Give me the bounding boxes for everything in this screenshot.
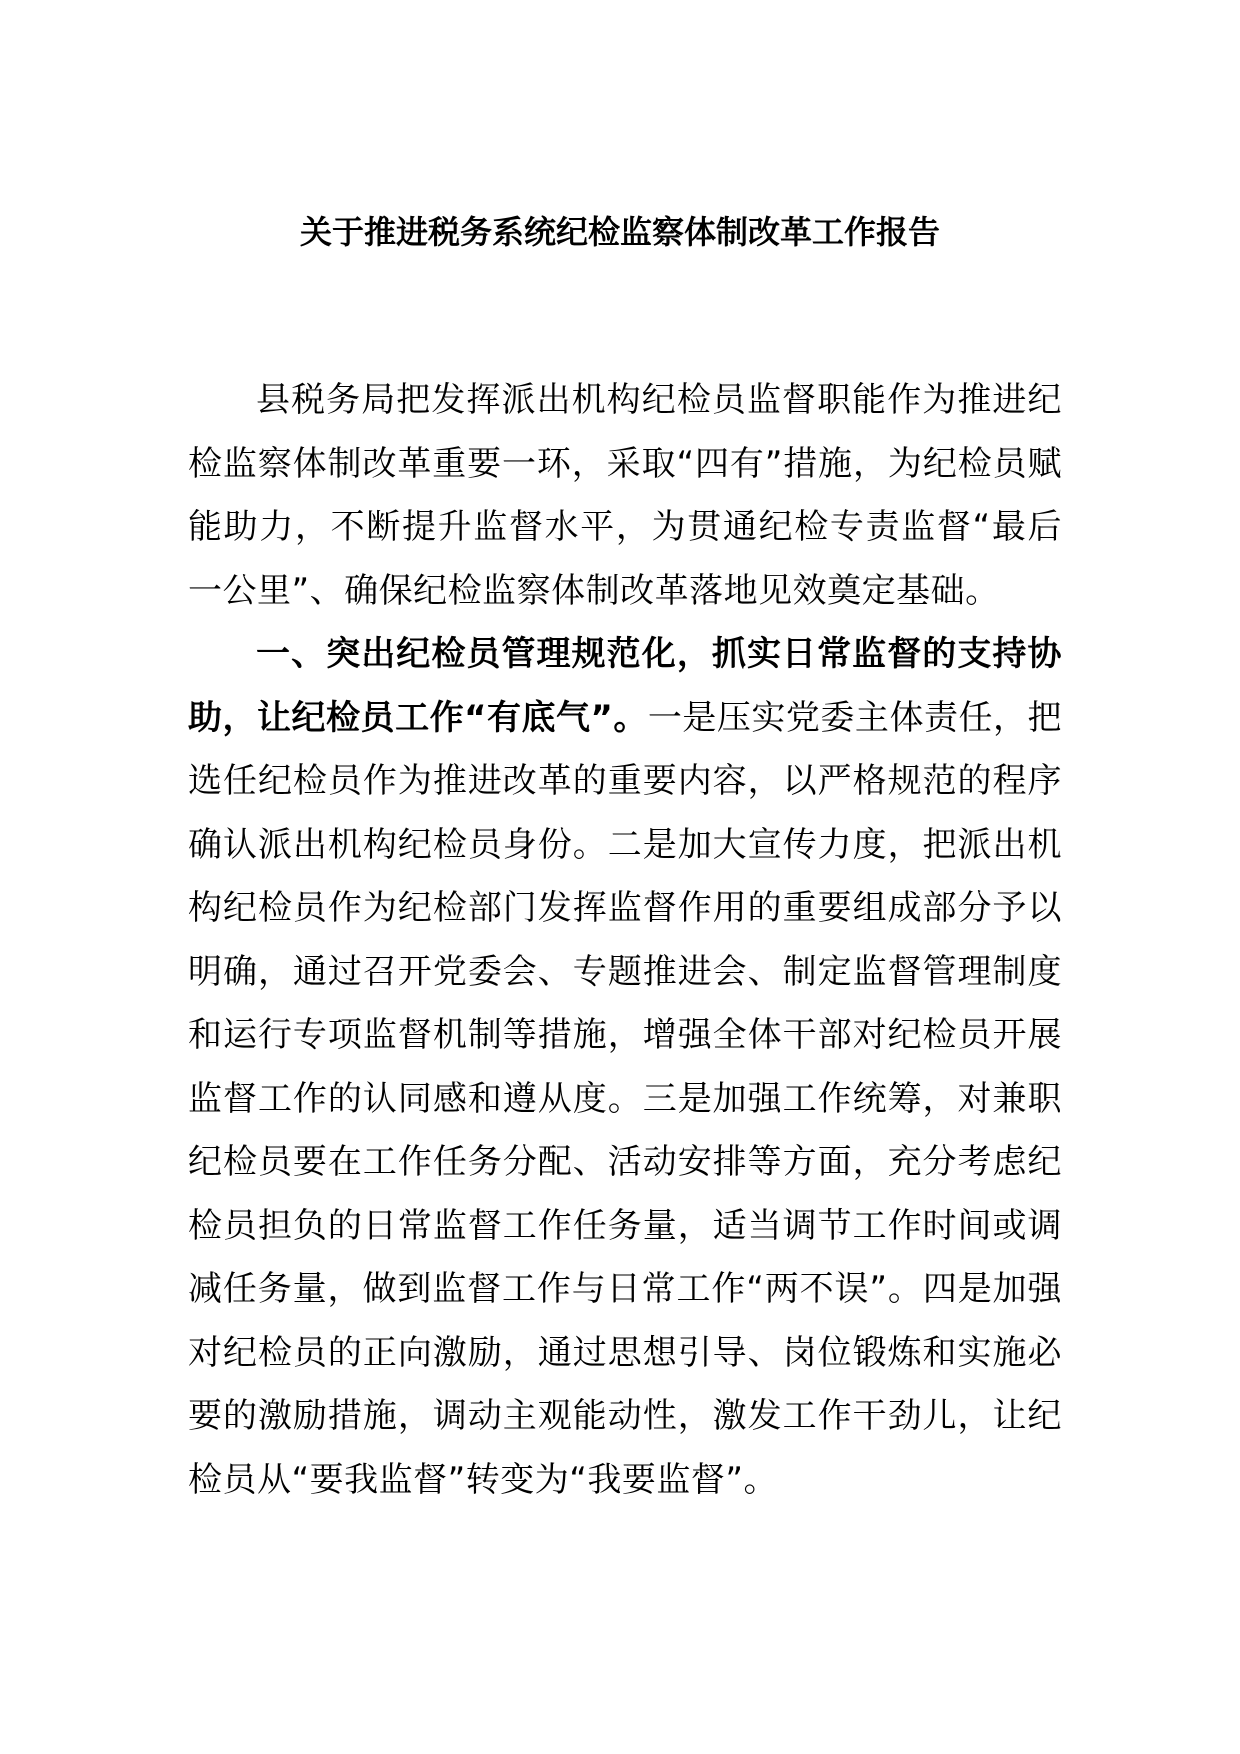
document-body [188,369,1062,1512]
section-1-heading: 一、突出纪检员管理规范化，抓实日常监督的支持协助，让纪检员工作“有底气”。 [188,634,1062,738]
intro-paragraph: 县税务局把发挥派出机构纪检员监督职能作为推进纪检监察体制改革重要一环，采取“四有”措施，为纪检员赋能助力，不断提升监督水平，为贯通纪检专责监督“最后一公里”、确保纪检监察体制改革落地见效奠定基础。 [188,380,1062,611]
section-1-paragraph [188,623,1062,1512]
document-title: 关于推进税务系统纪检监察体制改革工作报告 [299,213,940,251]
section-1-body: 一是压实党委主体责任，把选任纪检员作为推进改革的重要内容，以严格规范的程序确认派出机构纪检员身份。二是加大宣传力度，把派出机构纪检员作为纪检部门发挥监督作用的重要组成部分予以明确，通过召开党委会、专题推进会、制定监督管理制度和运行专项监督机制等措施，增强全体干部对纪检员开展监督工作的认同感和遵从度。三是加强工作统筹，对兼职纪检员要在工作任务分配、活动安排等方面，充分考虑纪检员担负的日常监督工作任务量，适当调节工作时间或调减任务量，做到监督工作与日常工作“两不误”。四是加强对纪检员的正向激励，通过思想引导、岗位锻炼和实施必要的激励措施，调动主观能动性，激发工作干劲儿，让纪检员从“要我监督”转变为“我要监督”。 [188,697,1062,1500]
